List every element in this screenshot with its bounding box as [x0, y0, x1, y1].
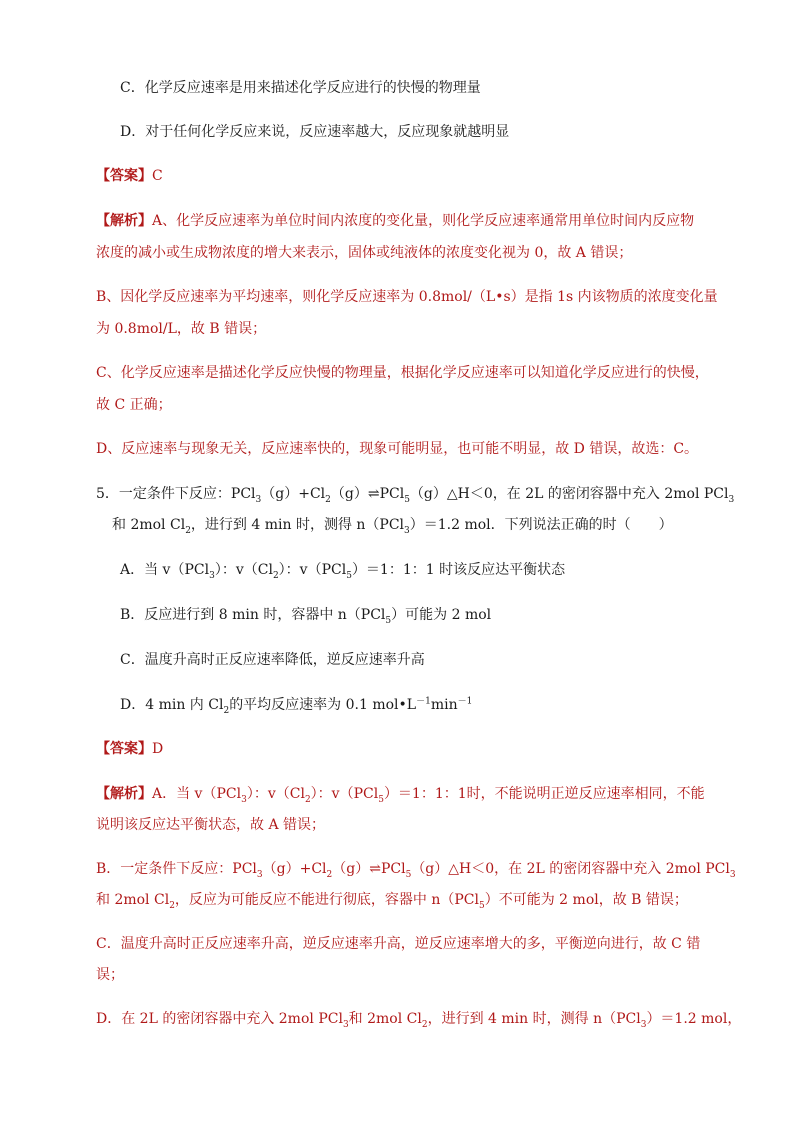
analysis-text: A、化学反应速率为单位时间内浓度的变化量，则化学反应速率通常用单位时间内反应物 [152, 213, 695, 229]
analysis-2-c-line1: C．温度升高时正反应速率升高，逆反应速率升高，逆反应速率增大的多，平衡逆向进行，故 C 错 [96, 936, 701, 952]
subscript: 3 [255, 494, 262, 505]
subscript: 5 [346, 570, 352, 581]
analysis-1-c-line1: C、化学反应速率是描述化学反应快慢的物理量，根据化学反应速率可以知道化学反应进行的快慢， [96, 365, 709, 381]
superscript: －1 [416, 696, 431, 707]
subscript: 3 [209, 570, 215, 581]
answer-tag: 【答案】 [96, 741, 152, 757]
subscript: 3 [404, 525, 410, 536]
q5-option-a [120, 560, 565, 580]
analysis-text: （g）△H＜0，在 2L 的密闭容器中充入 2mol PCl [411, 861, 730, 877]
option-text: ）可能为 2 mol [391, 607, 492, 623]
analysis-text: ，反应为可能反应不能进行彻底，容器中 n（PCl [174, 892, 479, 908]
analysis-1-a-line2: 浓度的减小或生成物浓度的增大来表示，固体或纯液体的浓度变化视为 0，故 A 错误； [96, 245, 633, 261]
q5-option-d [120, 695, 472, 715]
analysis-1-b-line2: 为 0.8mol/L，故 B 错误； [96, 321, 267, 337]
analysis-text: ）＝1：1：1时，不能说明正逆反应速率相同，不能 [383, 786, 705, 802]
analysis-1-c-line2: 故 C 正确； [96, 397, 172, 413]
analysis-2-a-line1 [96, 784, 705, 804]
subscript: 5 [404, 494, 410, 505]
analysis-text: 和 2mol Cl [348, 1011, 422, 1027]
option-text: A．当 v（PCl [120, 562, 210, 578]
analysis-text: 和 2mol Cl [96, 892, 170, 908]
analysis-text: ）＝1.2 mol， [646, 1011, 742, 1027]
subscript: 2 [326, 869, 333, 880]
analysis-text: （g）⇌PCl [332, 861, 406, 877]
answer-value: D [152, 741, 164, 757]
subscript: 3 [640, 1019, 647, 1030]
q5-option-c: C．温度升高时正反应速率降低，逆反应速率升高 [120, 652, 425, 668]
superscript: －1 [457, 696, 473, 707]
option-text: min [430, 697, 458, 713]
subscript: 3 [342, 1019, 349, 1030]
answer-value: C [152, 168, 163, 184]
q5-text: （g）⇌PCl [330, 486, 405, 502]
subscript: 5 [385, 615, 392, 626]
analysis-text: ）：v（PCl [310, 786, 379, 802]
answer-1 [96, 166, 163, 186]
q5-text: ）＝1.2 mol．下列说法正确的时（ ） [409, 517, 673, 533]
analysis-2-a-line2: 说明该反应达平衡状态，故 A 错误； [96, 817, 326, 833]
q5-text: 和 2mol Cl [112, 517, 186, 533]
analysis-text: D．在 2L 的密闭容器中充入 2mol PCl [96, 1011, 343, 1027]
analysis-tag: 【解析】 [96, 213, 152, 229]
subscript: 2 [185, 525, 191, 536]
question-5-line1 [96, 484, 734, 504]
analysis-2-c-line2: 误； [96, 967, 124, 983]
q5-text: （g）△H＜0，在 2L 的密闭容器中充入 2mol PCl [409, 486, 729, 502]
subscript: 3 [241, 794, 247, 805]
q5-text: 5．一定条件下反应：PCl [96, 486, 256, 502]
answer-2 [96, 739, 163, 759]
subscript: 3 [728, 494, 735, 505]
analysis-2-b-line2 [96, 890, 688, 910]
option-text: D．4 min 内 Cl [120, 697, 224, 713]
analysis-text: ）不可能为 2 mol，故 B 错误； [484, 892, 688, 908]
subscript: 2 [223, 705, 230, 716]
analysis-text: A．当 v（PCl [152, 786, 242, 802]
analysis-1-a-line1 [96, 211, 694, 231]
analysis-text: B．一定条件下反应：PCl [96, 861, 257, 877]
q5-option-b [120, 605, 491, 625]
subscript: 5 [479, 900, 485, 911]
subscript: 2 [421, 1019, 428, 1030]
analysis-1-d-line1: D、反应速率与现象无关，反应速率快的，现象可能明显，也可能不明显，故 D 错误，故选：C。 [96, 441, 699, 457]
prev-option-d: D．对于任何化学反应来说，反应速率越大，反应现象就越明显 [120, 124, 510, 140]
analysis-tag: 【解析】 [96, 786, 152, 802]
subscript: 3 [729, 869, 736, 880]
subscript: 3 [256, 869, 263, 880]
option-text: B．反应进行到 8 min 时，容器中 n（PCl [120, 607, 386, 623]
subscript: 5 [378, 794, 384, 805]
question-5-line2 [112, 515, 673, 535]
q5-text: ，进行到 4 min 时，测得 n（PCl [190, 517, 405, 533]
subscript: 2 [272, 570, 279, 581]
answer-tag: 【答案】 [96, 168, 152, 184]
analysis-2-b-line1 [96, 859, 736, 879]
subscript: 5 [405, 869, 412, 880]
analysis-text: ）：v（Cl [246, 786, 305, 802]
analysis-text: （g）+Cl [262, 861, 327, 877]
option-text: ）＝1：1：1 时该反应达平衡状态 [351, 562, 566, 578]
option-text: 的平均反应速率为 0.1 mol•L [229, 697, 417, 713]
q5-text: （g）+Cl [261, 486, 326, 502]
prev-option-c: C．化学反应速率是用来描述化学反应进行的快慢的物理量 [120, 80, 481, 96]
subscript: 2 [325, 494, 331, 505]
analysis-2-d-line1 [96, 1009, 741, 1029]
option-text: ）：v（PCl [278, 562, 347, 578]
subscript: 2 [304, 794, 311, 805]
option-text: ）：v（Cl [214, 562, 273, 578]
subscript: 2 [169, 900, 175, 911]
analysis-1-b-line1: B、因化学反应速率为平均速率，则化学反应速率为 0.8mol/（L•s）是指 1s 内该物质的浓度变化量 [96, 289, 718, 305]
analysis-text: ，进行到 4 min 时，测得 n（PCl [427, 1011, 641, 1027]
